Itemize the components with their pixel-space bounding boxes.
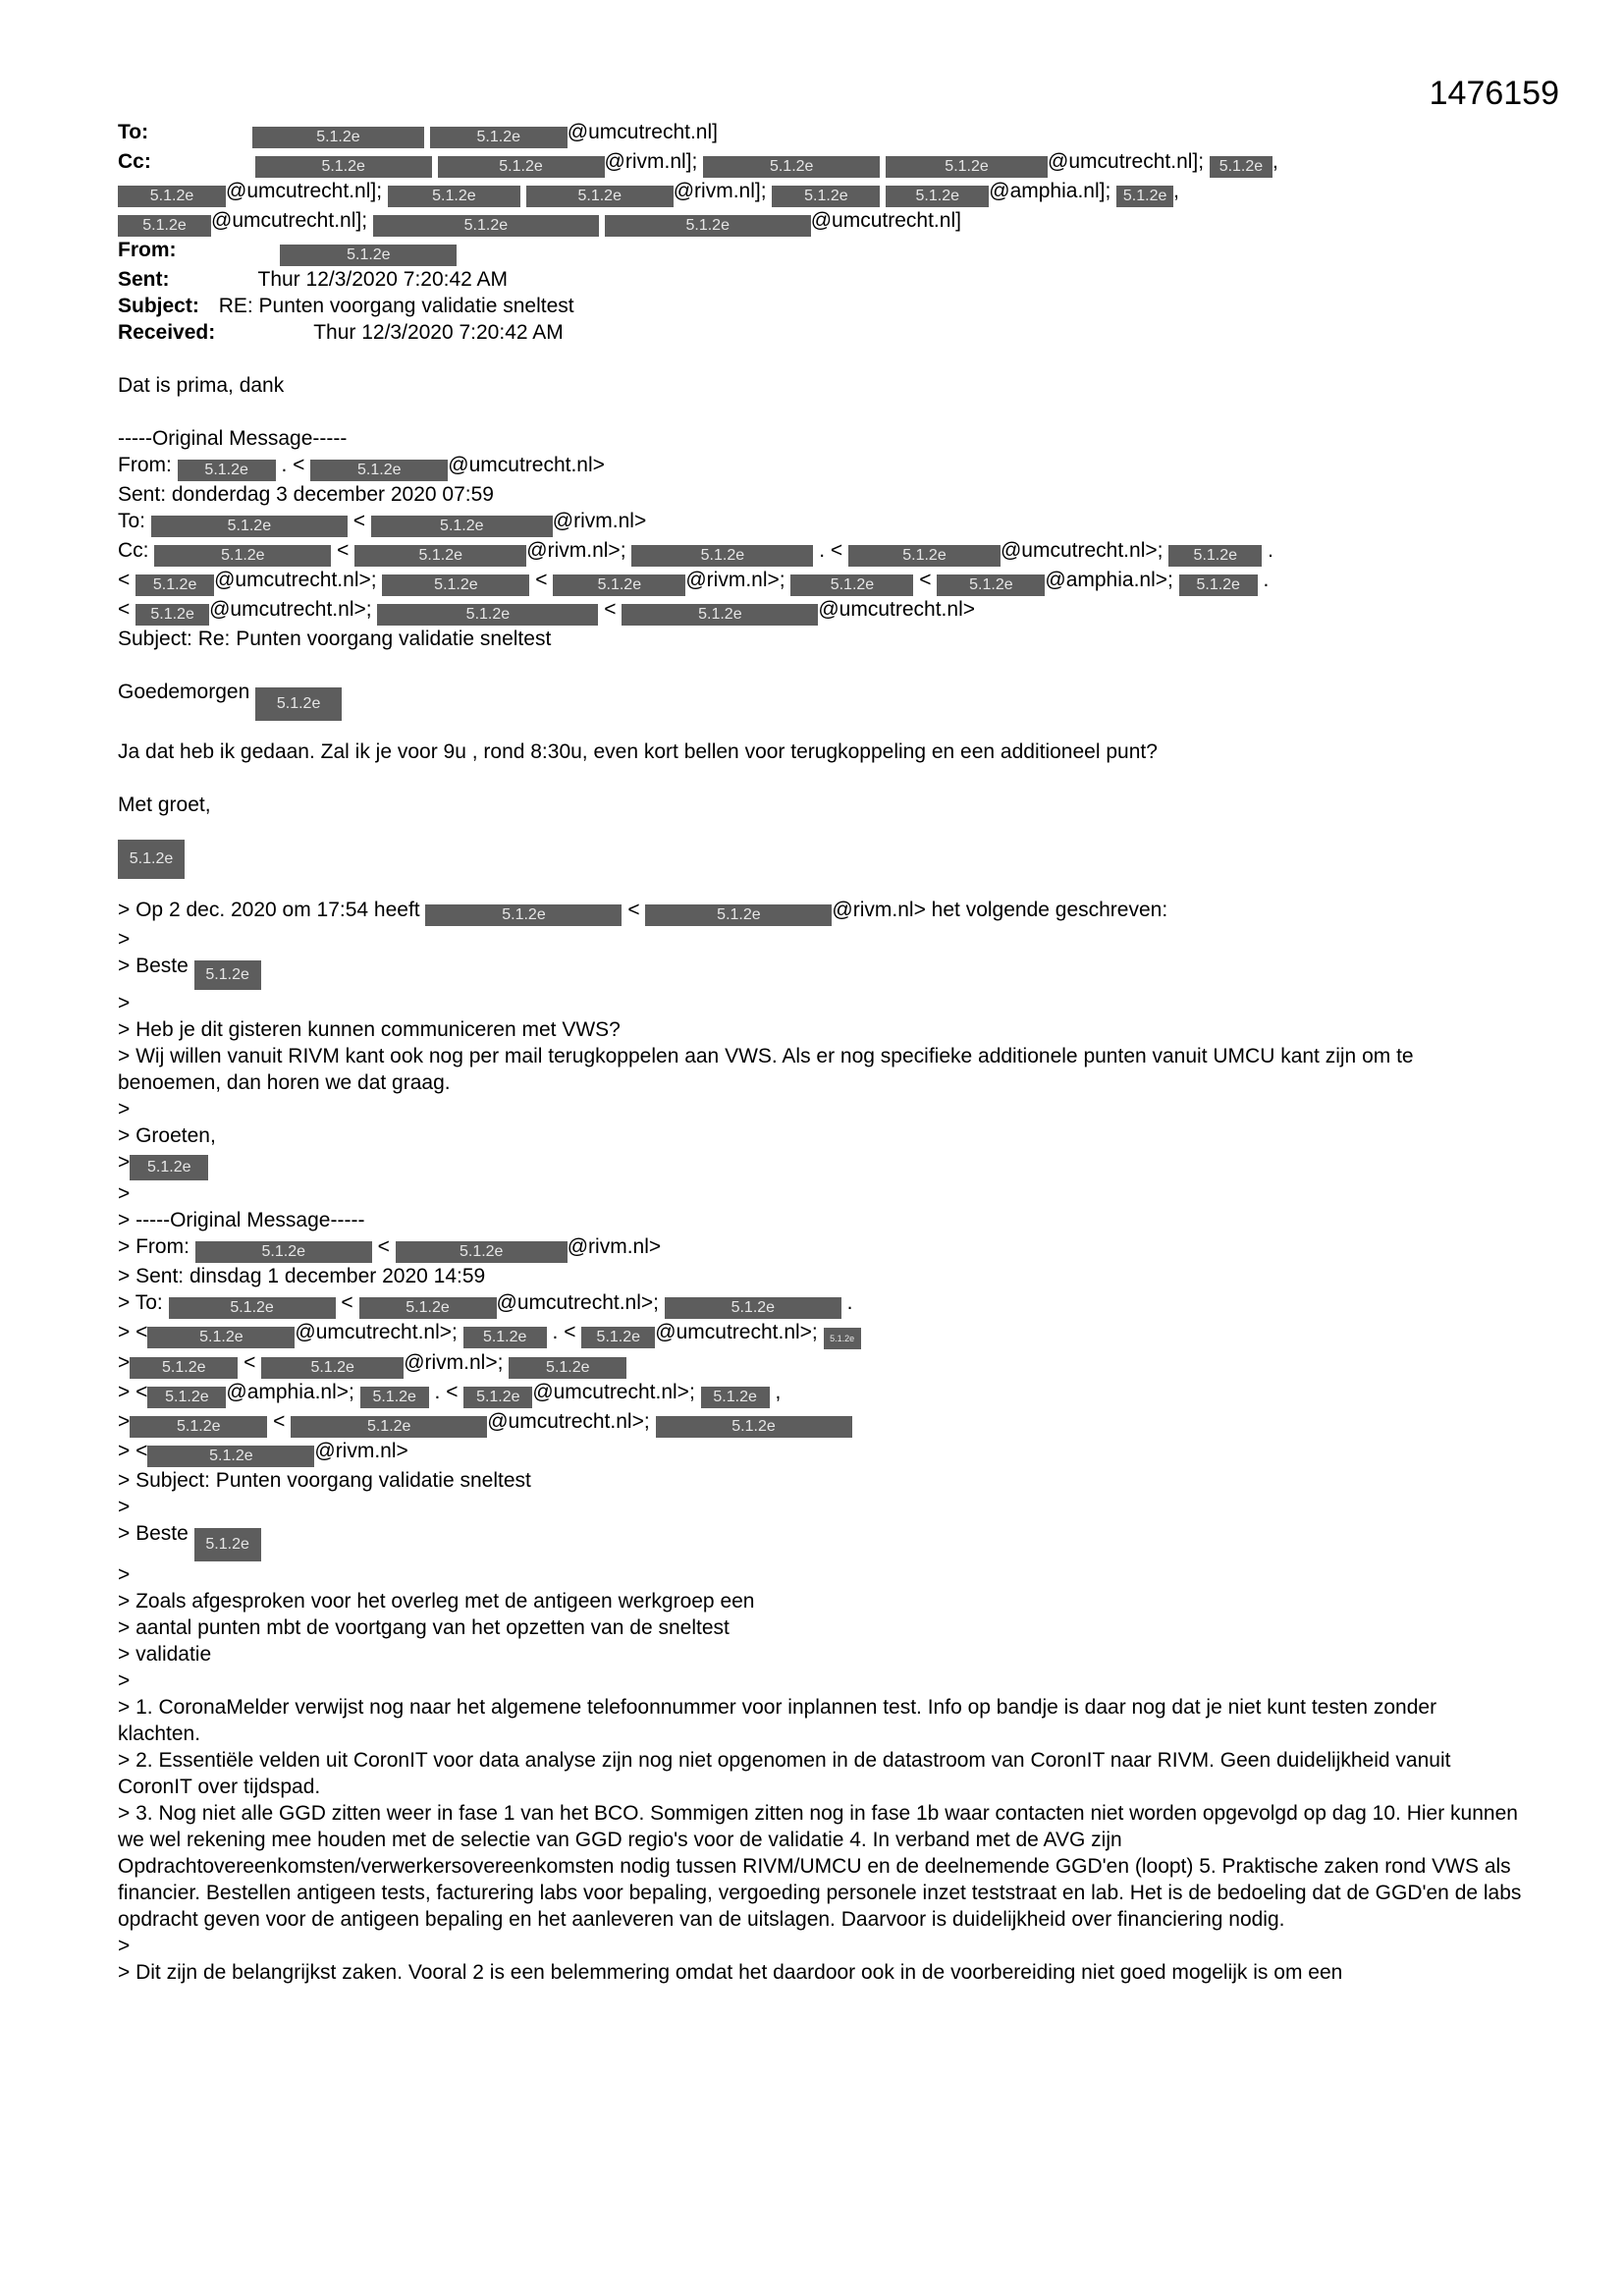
email-domain: @rivm.nl>; (685, 569, 785, 591)
email-domain: @umcutrecht.nl>; (214, 569, 377, 591)
quote-beste-line-2: > Beste 5.1.2e (118, 1520, 1522, 1561)
redaction: 5.1.2e (280, 245, 457, 266)
redaction: 5.1.2e (622, 604, 818, 626)
redaction: 5.1.2e (310, 460, 448, 481)
redaction: 5.1.2e (255, 687, 342, 721)
quote-question: > Heb je dit gisteren kunnen communiceren met VWS? (118, 1018, 621, 1041)
email-domain: @rivm.nl]; (604, 150, 698, 173)
redaction: 5.1.2e (252, 127, 424, 148)
redaction: 5.1.2e (169, 1297, 336, 1319)
email-domain: @amphia.nl]; (989, 180, 1111, 202)
redaction: 5.1.2e (1179, 574, 1258, 596)
redaction: 5.1.2e (130, 1155, 208, 1180)
quote-point-3: > 3. Nog niet alle GGD zitten weer in fase 1 van het BCO. Sommigen zitten nog in fase 1b waar contacten niet worden opgevolgd op dag 10. Hier kunnen we wel rekening mee houden met de selectie van GGD regio's voor de validatie 4. In verband met de AVG zijn Opdrachtovereenkomsten/verwerkersovereenkomsten nodig tussen RIVM/UMCU en de deelnemende GGD'en (loopt) 5. Praktische zaken rond VWS als financier. Bestellen antigeen tests, facturering labs voor bepaling, vergoeding personele inzet teststraat en lab. Het is de bedoeling dat de GGD'en de labs opdracht geven voor de antigeen bepaling en het aanleveren van de uitslagen. Daarvoor is duidelijkheid over financiering nodig. (118, 1802, 1522, 1931)
header-cc-line: Cc: 5.1.2e 5.1.2e @rivm.nl]; 5.1.2e 5.1.2e @umcutrecht.nl]; 5.1.2e , (118, 148, 1522, 178)
redaction: 5.1.2e (194, 960, 261, 990)
redaction: 5.1.2e (396, 1241, 568, 1263)
quote-last-line: > Dit zijn de belangrijkst zaken. Vooral 2 is een belemmering omdat het daardoor ook in de voorbereiding niet goed mogelijk is om een (118, 1961, 1343, 1984)
quote-marker: > (118, 1669, 131, 1692)
quote-beste-line: > Beste 5.1.2e (118, 953, 1522, 990)
quote-to-line-3: > 5.1.2e < 5.1.2e @rivm.nl>; 5.1.2e (118, 1349, 1522, 1379)
email-document (118, 119, 1522, 1986)
quote-marker: > (118, 928, 131, 951)
redaction: 5.1.2e (147, 1387, 226, 1408)
quote-marker: > (118, 992, 131, 1014)
redaction: 5.1.2e (886, 186, 989, 207)
orig-to-line: To: 5.1.2e < 5.1.2e @rivm.nl> (118, 508, 1522, 537)
greeting-line: Goedemorgen 5.1.2e (118, 679, 1522, 721)
redaction: 5.1.2e (438, 156, 605, 178)
quote-request: > Wij willen vanuit RIVM kant ook nog per mail terugkoppelen aan VWS. Als er nog specifieke additionele punten vanuit UMCU kant zijn om te benoemen, dan horen we dat graag. (118, 1045, 1414, 1094)
redaction: 5.1.2e (937, 574, 1045, 596)
redaction: 5.1.2e (1168, 545, 1262, 567)
orig-sent-line: Sent: donderdag 3 december 2020 07:59 (118, 483, 494, 506)
redaction: 5.1.2e (371, 516, 553, 537)
redaction: 5.1.2e (359, 1297, 497, 1319)
redaction: 5.1.2e (631, 545, 813, 567)
redaction: 5.1.2e (151, 516, 348, 537)
quote-signature-line: > 5.1.2e (118, 1149, 1522, 1180)
redaction: 5.1.2e (703, 156, 880, 178)
redaction: 5.1.2e (195, 1241, 372, 1263)
quote-to-line-6: > < 5.1.2e @rivm.nl> (118, 1438, 1522, 1467)
email-domain: @umcutrecht.nl>; (487, 1410, 650, 1433)
header-subject-line (118, 293, 1522, 319)
header-sent-line (118, 266, 1522, 293)
quote-subject-line: > Subject: Punten voorgang validatie sneltest (118, 1469, 531, 1492)
redaction: 5.1.2e (261, 1357, 404, 1379)
redaction: 5.1.2e (377, 604, 598, 626)
redaction: 5.1.2e (463, 1387, 532, 1408)
sent-value: Thur 12/3/2020 7:20:42 AM (257, 268, 509, 291)
quote-intro-3: > validatie (118, 1643, 212, 1666)
body-paragraph: Ja dat heb ik gedaan. Zal ik je voor 9u , rond 8:30u, even kort bellen voor terugkoppeling en een additioneel punt? (118, 740, 1158, 763)
quote-to-line-5: > 5.1.2e < 5.1.2e @umcutrecht.nl>; 5.1.2e (118, 1408, 1522, 1438)
email-domain: @umcutrecht.nl>; (295, 1321, 458, 1343)
sent-label: Sent: (118, 268, 170, 291)
email-domain: @rivm.nl> (552, 510, 647, 532)
redaction: 5.1.2e (645, 904, 832, 926)
redaction: 5.1.2e (154, 545, 331, 567)
orig-subject-line: Subject: Re: Punten voorgang validatie sneltest (118, 628, 552, 650)
quote-from-line: > From: 5.1.2e < 5.1.2e @rivm.nl> (118, 1233, 1522, 1263)
redaction: 5.1.2e (130, 1357, 238, 1379)
redaction: 5.1.2e (848, 545, 1001, 567)
orig-cc-line-2: < 5.1.2e @umcutrecht.nl>; 5.1.2e < 5.1.2e @rivm.nl>; 5.1.2e < 5.1.2e @amphia.nl>; 5.1.2e . (118, 567, 1522, 596)
cc-label: Cc: (118, 150, 151, 173)
quote-groeten: > Groeten, (118, 1124, 216, 1147)
redaction: 5.1.2e (1116, 186, 1173, 207)
redaction: 5.1.2e (147, 1327, 295, 1348)
signature-line (118, 832, 1522, 879)
redaction: 5.1.2e (824, 1328, 861, 1349)
quote-intro-2: > aantal punten mbt de voortgang van het opzetten van de sneltest (118, 1616, 730, 1639)
redaction: 5.1.2e (509, 1357, 626, 1379)
email-domain: @umcutrecht.nl>; (209, 598, 372, 621)
header-received-line (118, 319, 1522, 346)
quote-to-line-2: > < 5.1.2e @umcutrecht.nl>; 5.1.2e . < 5.1.2e @umcutrecht.nl>; 5.1.2e (118, 1319, 1522, 1349)
email-domain: @rivm.nl>; (404, 1351, 504, 1374)
email-domain: @umcutrecht.nl]; (226, 180, 383, 202)
redaction: 5.1.2e (135, 574, 214, 596)
email-domain: @umcutrecht.nl]; (1048, 150, 1205, 173)
redaction: 5.1.2e (665, 1297, 841, 1319)
email-domain: @umcutrecht.nl>; (1000, 539, 1164, 562)
reply-text: Dat is prima, dank (118, 374, 285, 397)
email-domain: @umcutrecht.nl> (448, 454, 605, 476)
orig-cc-line-3: < 5.1.2e @umcutrecht.nl>; 5.1.2e < 5.1.2e @umcutrecht.nl> (118, 596, 1522, 626)
redaction: 5.1.2e (147, 1446, 314, 1467)
header-to-line (118, 119, 1522, 148)
quote-point-2: > 2. Essentiële velden uit CoronIT voor data analyse zijn nog niet opgenomen in de datastroom van CoronIT naar RIVM. Geen duidelijkheid vanuit CoronIT over tijdspad. (118, 1749, 1451, 1798)
email-domain: @amphia.nl>; (226, 1381, 354, 1403)
redaction: 5.1.2e (886, 156, 1048, 178)
quote-marker: > (118, 1935, 131, 1957)
email-domain: @rivm.nl> (567, 1235, 662, 1258)
redaction: 5.1.2e (790, 574, 913, 596)
email-domain: @umcutrecht.nl] (810, 209, 961, 232)
orig-cc-line: Cc: 5.1.2e < 5.1.2e @rivm.nl>; 5.1.2e . < 5.1.2e @umcutrecht.nl>; 5.1.2e . (118, 537, 1522, 567)
quote-sent-line: > Sent: dinsdag 1 december 2020 14:59 (118, 1265, 486, 1287)
email-domain: @umcutrecht.nl>; (655, 1321, 818, 1343)
header-from-line (118, 237, 1522, 266)
quote-marker: > (118, 1098, 131, 1121)
email-domain: @amphia.nl>; (1045, 569, 1173, 591)
email-domain: @umcutrecht.nl] (567, 121, 718, 143)
redaction: 5.1.2e (360, 1387, 429, 1408)
redaction: 5.1.2e (382, 574, 529, 596)
redaction: 5.1.2e (656, 1416, 852, 1438)
quote-original-separator: > -----Original Message----- (118, 1209, 365, 1231)
redaction: 5.1.2e (178, 460, 276, 481)
quote-to-line-4: > < 5.1.2e @amphia.nl>; 5.1.2e . < 5.1.2e @umcutrecht.nl>; 5.1.2e , (118, 1379, 1522, 1408)
redaction: 5.1.2e (463, 1327, 547, 1348)
redaction: 5.1.2e (701, 1387, 770, 1408)
received-label: Received: (118, 321, 216, 344)
email-domain: @rivm.nl>; (526, 539, 626, 562)
redaction: 5.1.2e (118, 215, 211, 237)
quote-marker: > (118, 1182, 131, 1205)
header-cc-line-2: 5.1.2e @umcutrecht.nl]; 5.1.2e 5.1.2e @rivm.nl]; 5.1.2e 5.1.2e @amphia.nl]; 5.1.2e , (118, 178, 1522, 207)
quote-point-1: > 1. CoronaMelder verwijst nog naar het algemene telefoonnummer voor inplannen test. Info op bandje is daar nog dat je niet kunt testen zonder klachten. (118, 1696, 1437, 1745)
redaction: 5.1.2e (118, 840, 185, 879)
redaction: 5.1.2e (605, 215, 811, 237)
quote-marker: > (118, 1563, 131, 1586)
redaction: 5.1.2e (1210, 156, 1272, 178)
email-domain: @rivm.nl]; (673, 180, 767, 202)
original-message-separator: -----Original Message----- (118, 427, 348, 450)
from-label: From: (118, 239, 177, 261)
redaction: 5.1.2e (772, 186, 880, 207)
redaction: 5.1.2e (553, 574, 685, 596)
email-domain: @rivm.nl> (314, 1440, 408, 1462)
redaction: 5.1.2e (135, 604, 209, 626)
quote-marker: > (118, 1496, 131, 1518)
orig-from-line: From: 5.1.2e . < 5.1.2e @umcutrecht.nl> (118, 452, 1522, 481)
redaction: 5.1.2e (526, 186, 674, 207)
redaction: 5.1.2e (430, 127, 568, 148)
redaction: 5.1.2e (194, 1528, 261, 1561)
received-value: Thur 12/3/2020 7:20:42 AM (313, 321, 564, 344)
redaction: 5.1.2e (425, 904, 622, 926)
redaction: 5.1.2e (130, 1416, 267, 1438)
quote-intro-1: > Zoals afgesproken voor het overleg met de antigeen werkgroep een (118, 1590, 755, 1613)
subject-value: RE: Punten voorgang validatie sneltest (218, 295, 574, 317)
redaction: 5.1.2e (581, 1327, 655, 1348)
redaction: 5.1.2e (373, 215, 599, 237)
subject-label: Subject: (118, 295, 199, 317)
email-domain: @umcutrecht.nl>; (532, 1381, 695, 1403)
redaction: 5.1.2e (255, 156, 432, 178)
redaction: 5.1.2e (354, 545, 526, 567)
to-label: To: (118, 121, 149, 143)
email-domain: @umcutrecht.nl>; (496, 1291, 659, 1314)
document-number: 1476159 (1429, 75, 1559, 112)
redaction: 5.1.2e (118, 186, 226, 207)
header-cc-line-3 (118, 207, 1522, 237)
quote-to-line: > To: 5.1.2e < 5.1.2e @umcutrecht.nl>; 5.1.2e . (118, 1289, 1522, 1319)
redaction: 5.1.2e (388, 186, 520, 207)
email-domain: @umcutrecht.nl> (818, 598, 975, 621)
closing-line: Met groet, (118, 793, 211, 816)
email-domain: @umcutrecht.nl]; (211, 209, 368, 232)
quote-intro-line: > Op 2 dec. 2020 om 17:54 heeft 5.1.2e < 5.1.2e @rivm.nl> het volgende geschreven: (118, 897, 1522, 926)
redaction: 5.1.2e (291, 1416, 487, 1438)
